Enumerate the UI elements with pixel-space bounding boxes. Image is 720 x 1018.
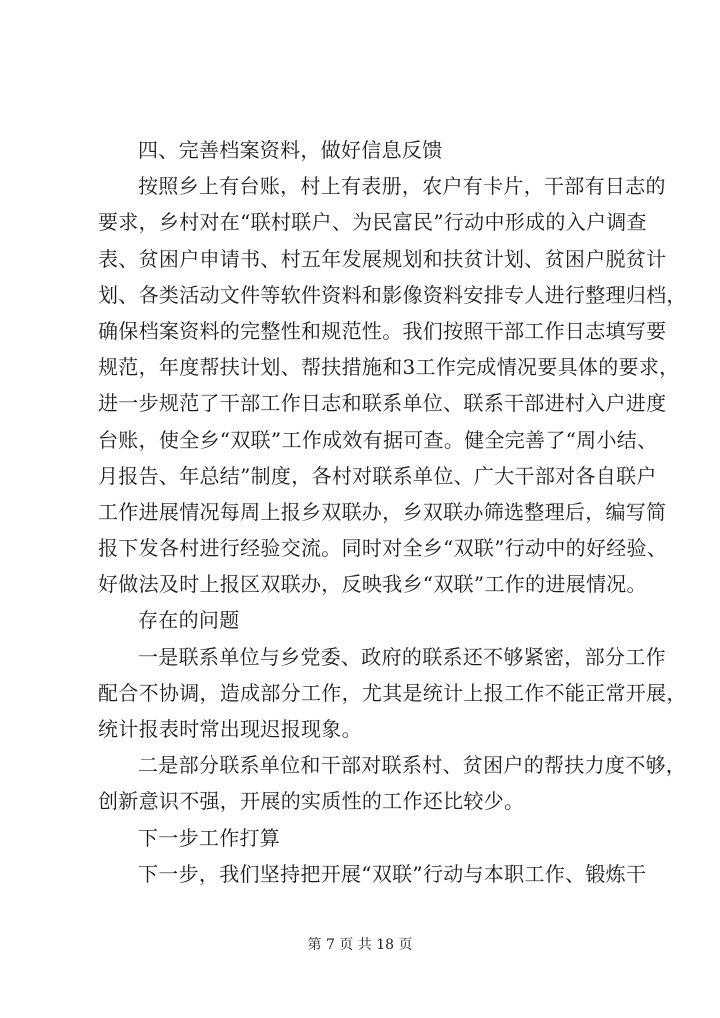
paragraph-line: 确保档案资料的完整性和规范性。我们按照干部工作日志填写要	[98, 318, 667, 343]
paragraph-line: 一是联系单位与乡党委、政府的联系还不够紧密，部分工作	[138, 644, 666, 669]
paragraph-line: 下一步，我们坚持把开展“双联”行动与本职工作、锻炼干	[138, 861, 647, 886]
paragraph-line: 工作进展情况每周上报乡双联办，乡双联办筛选整理后，编写简	[98, 499, 667, 524]
paragraph-line: 表、贫困户申请书、村五年发展规划和扶贫计划、贫困户脱贫计	[98, 246, 667, 271]
paragraph-line: 二是部分联系单位和干部对联系村、贫困户的帮扶力度不够，	[138, 753, 687, 778]
section-heading: 四、完善档案资料，做好信息反馈	[138, 138, 443, 162]
paragraph-line: 好做法及时上报区双联办，反映我乡“双联”工作的进展情况。	[98, 572, 647, 597]
section-heading: 下一步工作打算	[138, 825, 281, 850]
document-body	[98, 132, 687, 892]
paragraph-line: 进一步规范了干部工作日志和联系单位、联系干部进村入户进度	[98, 391, 667, 416]
paragraph-line: 要求，乡村对在“联村联户、为民富民”行动中形成的入户调查	[98, 210, 647, 235]
paragraph-line: 划、各类活动文件等软件资料和影像资料安排专人进行整理归档，	[98, 282, 687, 307]
paragraph-line: 月报告、年总结”制度，各村对联系单位、广大干部对各自联户	[98, 463, 657, 488]
paragraph-line: 规范，年度帮扶计划、帮扶措施和3工作完成情况要具体的要求，	[98, 355, 680, 380]
paragraph-line: 创新意识不强，开展的实质性的工作还比较少。	[98, 789, 525, 814]
section-heading: 存在的问题	[138, 608, 240, 633]
paragraph-line: 报下发各村进行经验交流。同时对全乡“双联”行动中的好经验、	[98, 536, 668, 561]
paragraph-line: 台账，使全乡“双联”工作成效有据可查。健全完善了“周小结、	[98, 427, 658, 452]
paragraph-line: 按照乡上有台账，村上有表册，农户有卡片，干部有日志的	[138, 174, 666, 199]
paragraph-line: 统计报表时常出现迟报现象。	[98, 717, 362, 741]
paragraph-line: 配合不协调，造成部分工作，尤其是统计上报工作不能正常开展，	[98, 680, 687, 705]
page-footer: 第 7 页 共 18 页	[307, 937, 413, 953]
